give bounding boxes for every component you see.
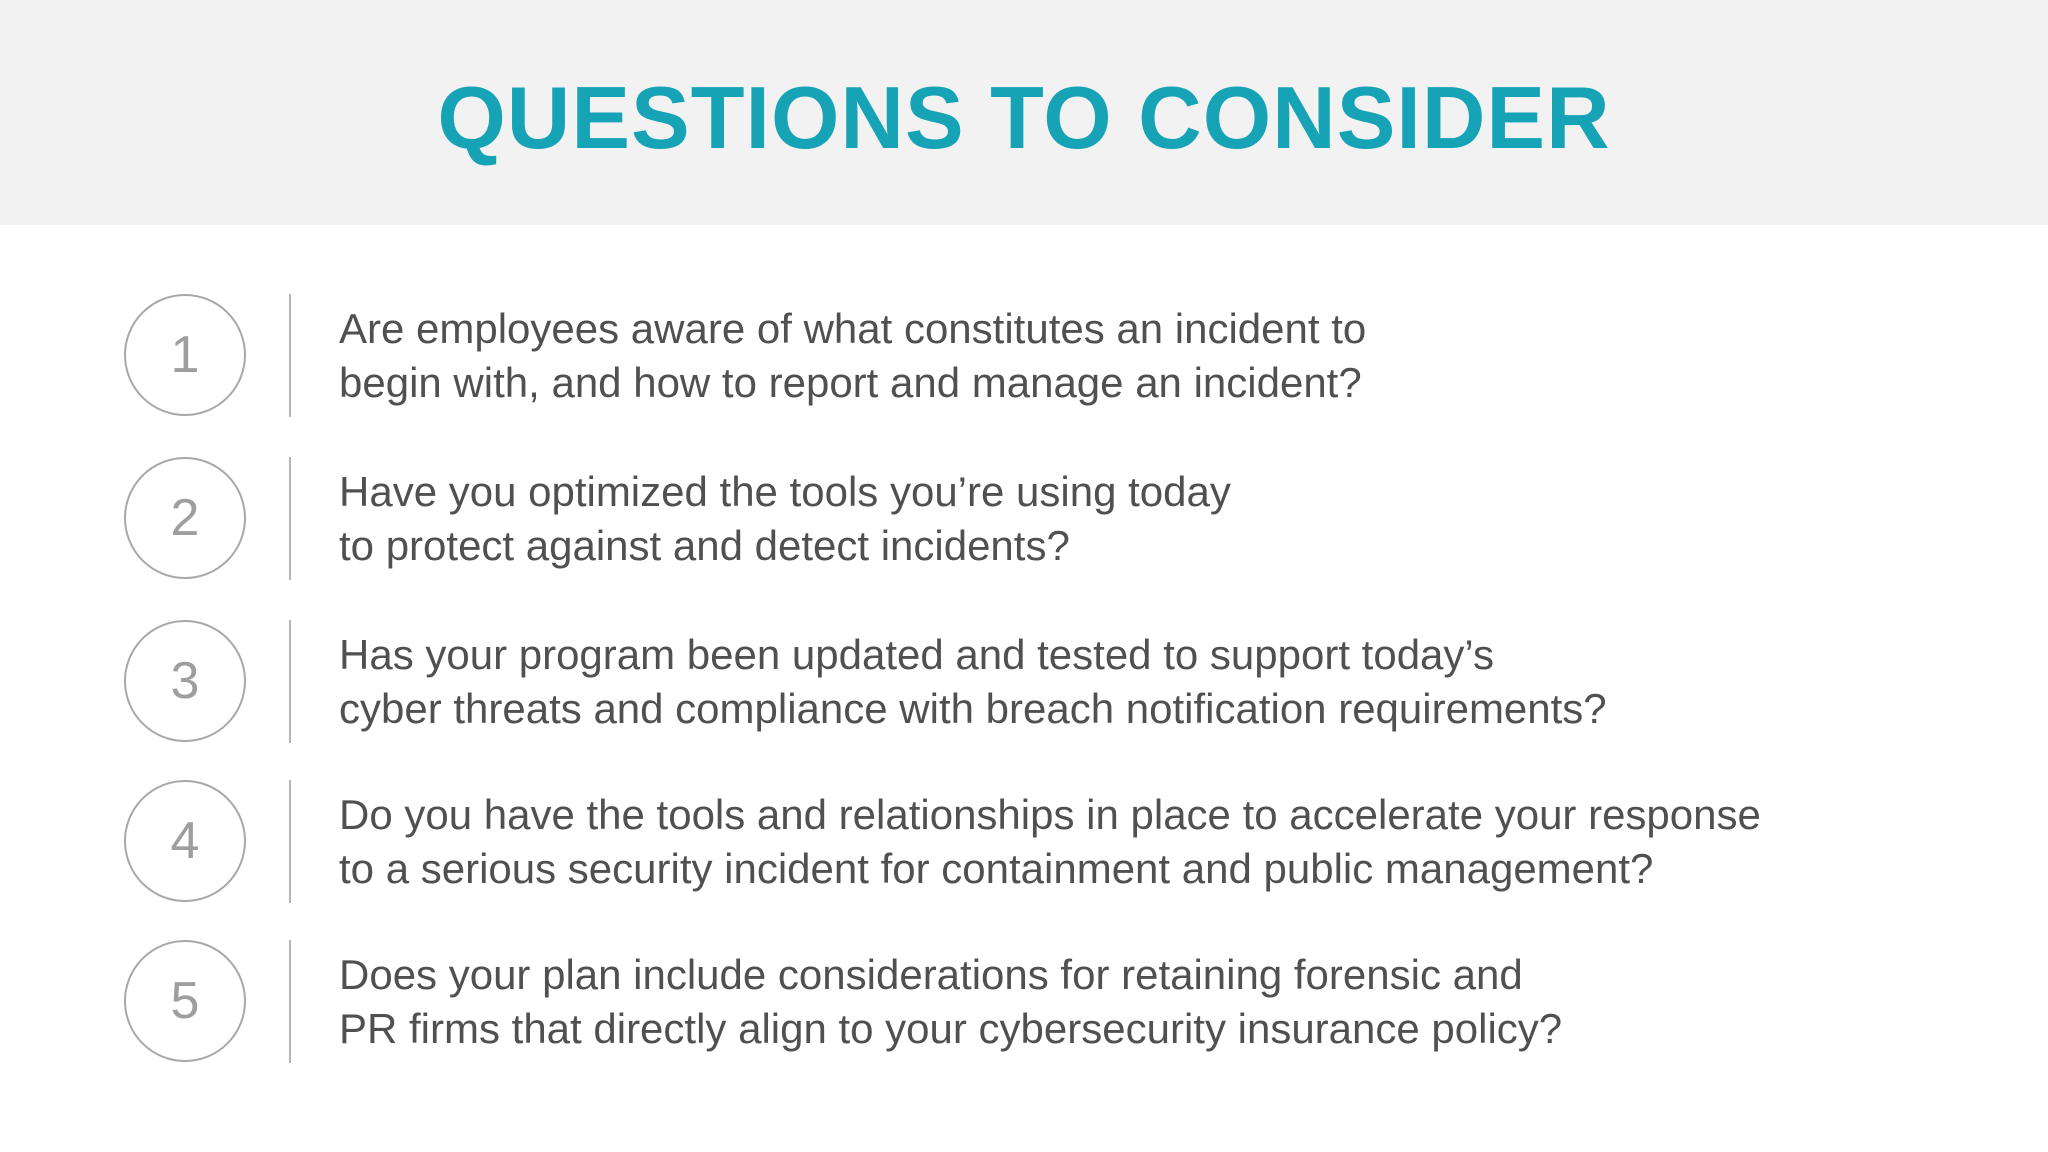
number-badge: 5 [124, 940, 246, 1062]
question-text [339, 302, 2019, 410]
divider [289, 620, 291, 743]
question-line: begin with, and how to report and manage an incident? [339, 359, 1362, 406]
number-badge: 1 [124, 294, 246, 416]
divider [289, 457, 291, 580]
question-item-2 [0, 457, 2048, 581]
question-item-1 [0, 294, 2048, 418]
question-line: to a serious security incident for containment and public management? [339, 845, 1654, 892]
divider [289, 294, 291, 417]
question-item-3 [0, 620, 2048, 744]
question-text [339, 788, 2019, 896]
question-line: PR firms that directly align to your cybersecurity insurance policy? [339, 1005, 1563, 1052]
divider [289, 940, 291, 1063]
question-line: Have you optimized the tools you’re using today [339, 468, 1231, 515]
question-text [339, 628, 2019, 736]
question-text [339, 465, 2019, 573]
header-band [0, 0, 2048, 225]
question-line: Are employees aware of what constitutes an incident to [339, 305, 1367, 352]
number-badge: 4 [124, 780, 246, 902]
question-line: to protect against and detect incidents? [339, 522, 1070, 569]
question-item-5 [0, 940, 2048, 1064]
number-badge: 2 [124, 457, 246, 579]
question-item-4 [0, 780, 2048, 904]
question-line: cyber threats and compliance with breach notification requirements? [339, 685, 1607, 732]
question-line: Do you have the tools and relationships in place to accelerate your response [339, 791, 1761, 838]
page-title: QUESTIONS TO CONSIDER [437, 68, 1611, 167]
question-text [339, 948, 2019, 1056]
question-line: Does your plan include considerations for retaining forensic and [339, 951, 1523, 998]
question-line: Has your program been updated and tested to support today’s [339, 631, 1494, 678]
divider [289, 780, 291, 903]
number-badge: 3 [124, 620, 246, 742]
